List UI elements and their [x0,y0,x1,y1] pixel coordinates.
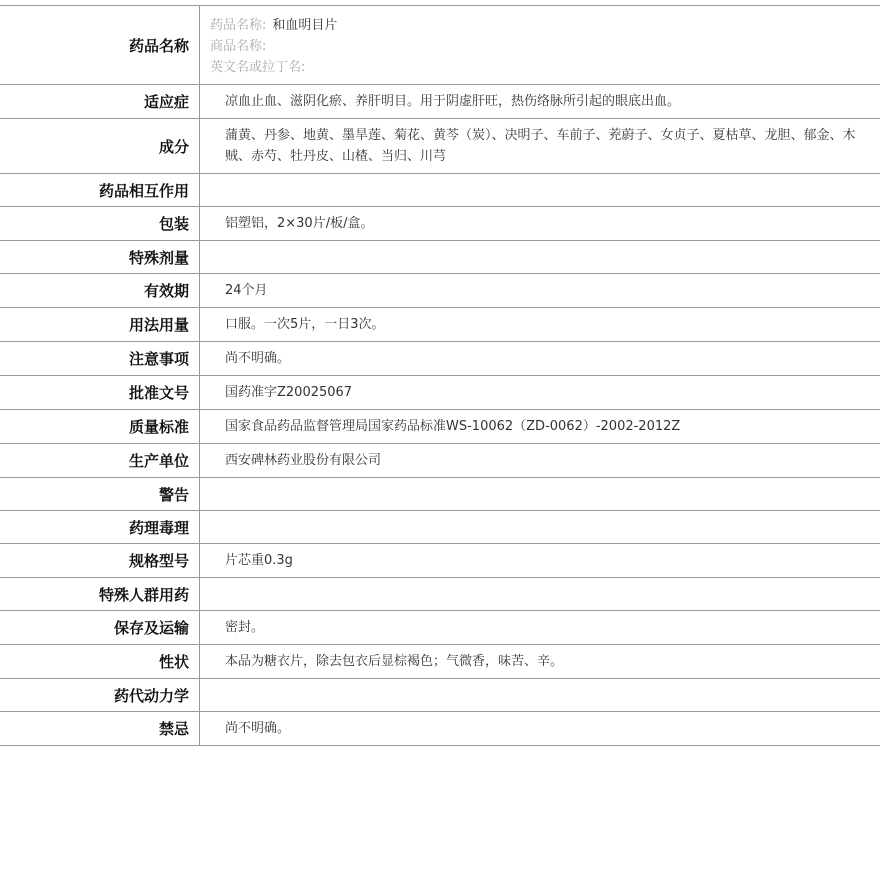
row-label: 特殊剂量 [0,241,200,273]
row-value: 口服。一次5片，一日3次。 [225,317,385,332]
row-value: 本品为糖衣片，除去包衣后显棕褐色；气微香，味苦、辛。 [225,654,564,669]
row-label: 用法用量 [0,308,200,341]
row-value [200,174,880,206]
table-row-pharmacokinetics [0,679,880,712]
row-value: 密封。 [225,620,265,635]
table-row-special-dosage [0,241,880,274]
row-value: 尚不明确。 [225,721,291,736]
table-row-manufacturer [0,444,880,478]
table-row-description [0,645,880,679]
row-value: 尚不明确。 [225,351,291,366]
row-label: 包装 [0,207,200,240]
row-value [200,511,880,543]
row-label: 规格型号 [0,544,200,577]
row-label: 药理毒理 [0,511,200,543]
row-value: 凉血止血、滋阴化瘀、养肝明目。用于阴虚肝旺，热伤络脉所引起的眼底出血。 [225,94,681,109]
row-value [200,578,880,610]
drug-info-table [0,5,880,746]
row-label: 禁忌 [0,712,200,745]
row-label: 保存及运输 [0,611,200,644]
row-value [200,478,880,510]
table-row-drug-name [0,6,880,85]
table-row-packaging [0,207,880,241]
row-label: 生产单位 [0,444,200,477]
table-row-specification [0,544,880,578]
row-label: 成分 [0,119,200,173]
table-row-warning [0,478,880,511]
drug-name-block [200,6,880,84]
table-row-usage-dosage [0,308,880,342]
row-label: 注意事项 [0,342,200,375]
generic-name-line [210,15,870,36]
row-value: 蒲黄、丹参、地黄、墨旱莲、菊花、黄芩（炭）、决明子、车前子、茺蔚子、女贞子、夏枯草、龙胆、郁金、木贼、赤芍、牡丹皮、山楂、当归、川芎 [225,128,856,164]
table-row-contraindications [0,712,880,746]
row-value [200,679,880,711]
english-name-line [210,57,870,78]
generic-name-key: 药品名称: [210,18,267,33]
row-value: 24个月 [225,283,268,298]
table-row-shelf-life [0,274,880,308]
row-value: 铝塑铝，2×30片/板/盒。 [225,216,374,231]
table-row-special-populations [0,578,880,611]
english-name-key: 英文名或拉丁名: [210,60,306,75]
table-row-ingredients [0,119,880,174]
row-label: 适应症 [0,85,200,118]
table-row-quality-standard [0,410,880,444]
table-row-pharmacology [0,511,880,544]
table-row-indications [0,85,880,119]
row-value: 片芯重0.3g [225,553,293,568]
table-row-storage [0,611,880,645]
row-label: 性状 [0,645,200,678]
table-row-approval-number [0,376,880,410]
row-label: 质量标准 [0,410,200,443]
row-value: 国家食品药品监督管理局国家药品标准WS-10062（ZD-0062）-2002-2012Z [225,419,681,434]
row-label: 药代动力学 [0,679,200,711]
row-label: 药品相互作用 [0,174,200,206]
row-value: 西安碑林药业股份有限公司 [225,453,382,468]
trade-name-key: 商品名称: [210,39,267,54]
row-label: 警告 [0,478,200,510]
row-label: 有效期 [0,274,200,307]
trade-name-line [210,36,870,57]
row-label: 特殊人群用药 [0,578,200,610]
row-label: 批准文号 [0,376,200,409]
table-row-precautions [0,342,880,376]
row-label: 药品名称 [0,6,200,84]
table-row-interactions [0,174,880,207]
row-value [200,241,880,273]
row-value: 国药准字Z20025067 [225,385,353,400]
generic-name-value: 和血明目片 [272,18,338,33]
